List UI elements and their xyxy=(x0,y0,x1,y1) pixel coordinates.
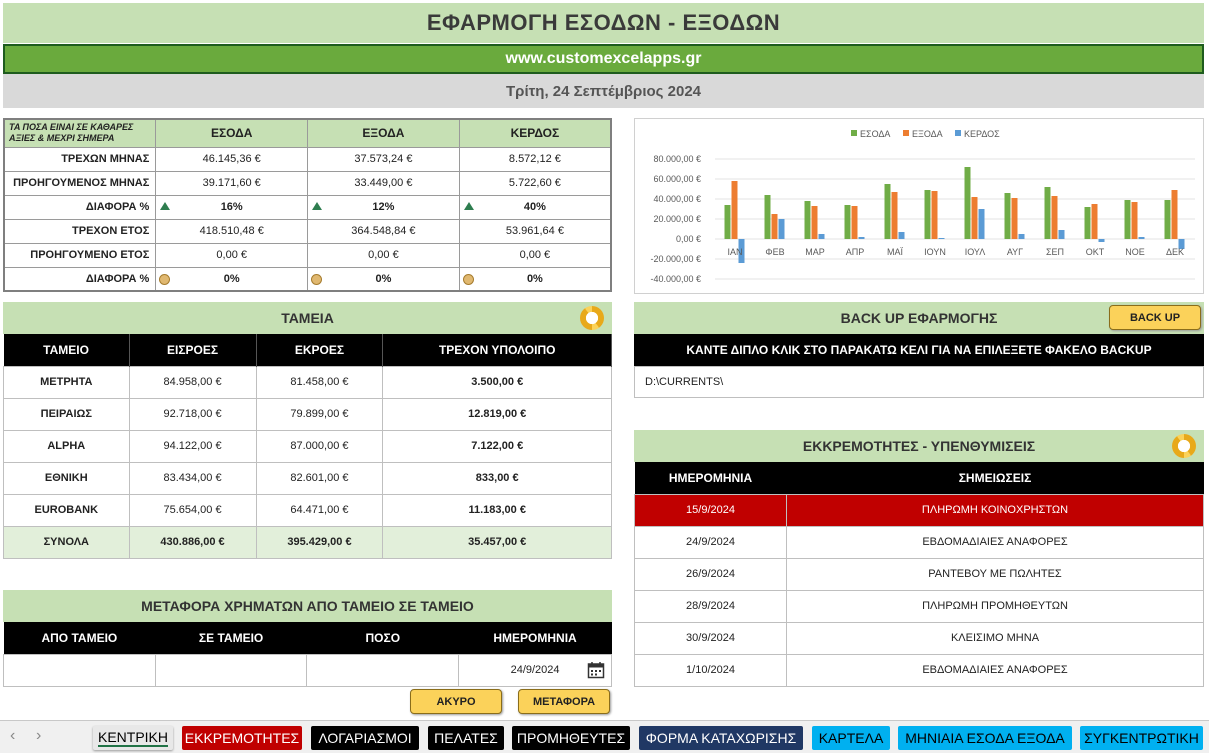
date-value: 24/9/2024 xyxy=(510,664,560,676)
bar xyxy=(1019,234,1025,239)
y-tick-label: -20.000,00 € xyxy=(650,254,701,264)
x-tick-label: ΜΑΡ xyxy=(805,247,825,257)
legend-swatch xyxy=(851,130,857,136)
totals-outflows: 395.429,00 € xyxy=(256,526,383,558)
x-tick-label: ΣΕΠ xyxy=(1045,247,1065,257)
legend-swatch xyxy=(903,130,909,136)
pct-value: 40% xyxy=(523,201,546,213)
tab-kartela[interactable] xyxy=(812,726,890,750)
tab-miniaia-esoda-exoda[interactable] xyxy=(898,726,1072,750)
bar xyxy=(819,234,825,239)
bar xyxy=(885,184,891,239)
tameia-section-header xyxy=(3,302,612,334)
reminder-date[interactable]: 24/9/2024 xyxy=(635,526,787,558)
current-date: Τρίτη, 24 Σεπτέμβριος 2024 xyxy=(3,74,1204,108)
balance-cell[interactable]: 11.183,00 € xyxy=(383,494,612,526)
bar xyxy=(845,205,851,239)
monthly-chart[interactable] xyxy=(634,118,1204,294)
legend-label: ΚΕΡΔΟΣ xyxy=(964,129,1000,139)
reminder-note[interactable]: ΕΒΔΟΜΑΔΙΑΙΕΣ ΑΝΑΦΟΡΕΣ xyxy=(787,526,1204,558)
refresh-icon[interactable] xyxy=(580,306,604,330)
sheet-tab-bar xyxy=(0,720,1209,753)
table-row xyxy=(4,430,612,462)
monthly-chart-svg xyxy=(635,119,1203,293)
transfer-title: ΜΕΤΑΦΟΡΑ ΧΡΗΜΑΤΩΝ ΑΠΟ ΤΑΜΕΙΟ ΣΕ ΤΑΜΕΙΟ xyxy=(141,598,474,614)
bar xyxy=(772,214,778,239)
outflow-cell[interactable]: 87.000,00 € xyxy=(256,430,383,462)
tab-pelates[interactable] xyxy=(428,726,504,750)
row-label: ΤΡΕΧΟΝ ΕΤΟΣ xyxy=(4,219,156,243)
outflow-cell[interactable]: 82.601,00 € xyxy=(256,462,383,494)
col-tameio: ΤΑΜΕΙΟ xyxy=(4,334,130,366)
inflow-cell[interactable]: 92.718,00 € xyxy=(129,398,256,430)
bar xyxy=(1059,230,1065,239)
value-cell[interactable]: 0,00 € xyxy=(156,243,308,267)
summary-note: ΤΑ ΠΟΣΑ ΕΙΝΑΙ ΣΕ ΚΑΘΑΡΕΣ ΑΞΙΕΣ & ΜΕΧΡΙ ΣΗΜΕΡΑ xyxy=(4,119,156,147)
bar xyxy=(1092,204,1098,239)
reminder-note[interactable]: ΕΒΔΟΜΑΔΙΑΙΕΣ ΑΝΑΦΟΡΕΣ xyxy=(787,654,1204,686)
col-outflows: ΕΚΡΟΕΣ xyxy=(256,334,383,366)
reminders-section-header xyxy=(634,430,1204,462)
reminder-note[interactable]: ΠΛΗΡΩΜΗ ΠΡΟΜΗΘΕΥΤΩΝ xyxy=(787,590,1204,622)
reminder-date[interactable]: 28/9/2024 xyxy=(635,590,787,622)
bar xyxy=(765,195,771,239)
reminder-note[interactable]: ΚΛΕΙΣΙΜΟ ΜΗΝΑ xyxy=(787,622,1204,654)
reminder-row xyxy=(635,622,1204,654)
transfer-button[interactable]: ΜΕΤΑΦΟΡΑ xyxy=(518,689,610,714)
bar xyxy=(979,209,985,239)
reminder-row xyxy=(635,654,1204,686)
col-notes: ΣΗΜΕΙΩΣΕΙΣ xyxy=(787,462,1204,494)
y-tick-label: 0,00 € xyxy=(675,234,701,244)
reminder-row xyxy=(635,558,1204,590)
pct-cell[interactable] xyxy=(459,267,611,291)
bar xyxy=(932,191,938,239)
bar xyxy=(972,197,978,239)
tameio-name[interactable]: ΕΘΝΙΚΗ xyxy=(4,462,130,494)
y-tick-label: 60.000,00 € xyxy=(653,174,701,184)
amount-field[interactable] xyxy=(307,654,459,686)
up-arrow-icon xyxy=(160,202,170,210)
reminder-row-urgent xyxy=(635,494,1204,526)
up-arrow-icon xyxy=(464,202,474,210)
tab-label: ΕΚΚΡΕΜΟΤΗΤΕΣ xyxy=(184,730,300,746)
totals-inflows: 430.886,00 € xyxy=(129,526,256,558)
outflow-cell[interactable]: 79.899,00 € xyxy=(256,398,383,430)
y-tick-label: 40.000,00 € xyxy=(653,194,701,204)
tameio-name[interactable]: EUROBANK xyxy=(4,494,130,526)
reminder-date[interactable]: 26/9/2024 xyxy=(635,558,787,590)
bar xyxy=(805,201,811,239)
pct-cell[interactable] xyxy=(156,195,308,219)
summary-col-profit: ΚΕΡΔΟΣ xyxy=(459,119,611,147)
tab-label: ΚΕΝΤΡΙΚΗ xyxy=(97,729,168,745)
inflow-cell[interactable]: 84.958,00 € xyxy=(129,366,256,398)
reminder-row xyxy=(635,590,1204,622)
backup-title: BACK UP ΕΦΑΡΜΟΓΗΣ xyxy=(840,310,998,326)
tab-label: ΠΡΟΜΗΘΕΥΤΕΣ xyxy=(516,730,626,746)
x-tick-label: ΙΟΥΝ xyxy=(924,247,946,257)
tameia-table xyxy=(3,334,612,559)
row-label: ΔΙΑΦΟΡΑ % xyxy=(4,267,156,291)
bar xyxy=(852,206,858,239)
bar xyxy=(779,219,785,239)
pct-cell[interactable] xyxy=(156,267,308,291)
reminder-row xyxy=(635,526,1204,558)
y-tick-label: -40.000,00 € xyxy=(650,274,701,284)
summary-row-previous-month xyxy=(4,171,611,195)
pct-cell[interactable] xyxy=(308,267,460,291)
tab-label: ΛΟΓΑΡΙΑΣΜΟΙ xyxy=(318,730,412,746)
balance-cell[interactable]: 833,00 € xyxy=(383,462,612,494)
summary-col-expenses: ΕΞΟΔΑ xyxy=(308,119,460,147)
tameia-title: ΤΑΜΕΙΑ xyxy=(281,310,334,326)
legend-swatch xyxy=(955,130,961,136)
balance-cell[interactable]: 12.819,00 € xyxy=(383,398,612,430)
inflow-cell[interactable]: 75.654,00 € xyxy=(129,494,256,526)
value-cell[interactable]: 8.572,12 € xyxy=(459,147,611,171)
tab-promitheftes[interactable] xyxy=(512,726,630,750)
to-tameio-field[interactable] xyxy=(155,654,307,686)
date-field[interactable] xyxy=(459,654,612,686)
x-tick-label: ΑΥΓ xyxy=(1006,247,1024,257)
value-cell[interactable]: 46.145,36 € xyxy=(156,147,308,171)
value-cell[interactable]: 5.722,60 € xyxy=(459,171,611,195)
bar xyxy=(925,190,931,239)
col-inflows: ΕΙΣΡΟΕΣ xyxy=(129,334,256,366)
summary-row-month-diff xyxy=(4,195,611,219)
reminder-note[interactable]: ΠΛΗΡΩΜΗ ΚΟΙΝΟΧΡΗΣΤΩΝ xyxy=(787,494,1204,526)
bar xyxy=(965,167,971,239)
y-tick-label: 20.000,00 € xyxy=(653,214,701,224)
col-to: ΣΕ ΤΑΜΕΙΟ xyxy=(155,622,307,654)
x-tick-label: ΦΕΒ xyxy=(765,247,785,257)
outflow-cell[interactable]: 64.471,00 € xyxy=(256,494,383,526)
balance-cell[interactable]: 7.122,00 € xyxy=(383,430,612,462)
bar xyxy=(1139,237,1145,239)
tab-forma-kataxorisis[interactable] xyxy=(639,726,803,750)
bar xyxy=(1012,198,1018,239)
pct-value: 16% xyxy=(220,201,243,213)
tab-ekkremotites[interactable] xyxy=(182,726,302,750)
x-tick-label: ΔΕΚ xyxy=(1165,247,1185,257)
totals-label: ΣΥΝΟΛΑ xyxy=(4,526,130,558)
tab-sygkentrotiki[interactable] xyxy=(1080,726,1203,750)
transfer-input-row xyxy=(4,654,612,686)
balance-cell[interactable]: 3.500,00 € xyxy=(383,366,612,398)
row-label: ΤΡΕΧΩΝ ΜΗΝΑΣ xyxy=(4,147,156,171)
bar xyxy=(859,237,865,239)
neutral-dot-icon xyxy=(311,274,322,285)
bar xyxy=(732,181,738,239)
value-cell[interactable]: 39.171,60 € xyxy=(156,171,308,195)
bar xyxy=(1132,202,1138,239)
neutral-dot-icon xyxy=(463,274,474,285)
summary-col-income: ΕΣΟΔΑ xyxy=(156,119,308,147)
tameio-name[interactable]: ΠΕΙΡΑΙΩΣ xyxy=(4,398,130,430)
chevron-left-icon[interactable]: ‹ xyxy=(10,727,16,744)
summary-row-current-year xyxy=(4,219,611,243)
backup-folder-cell[interactable]: D:\CURRENTS\ xyxy=(634,366,1204,398)
value-cell[interactable]: 418.510,48 € xyxy=(156,219,308,243)
tab-label: ΜΗΝΙΑΙΑ ΕΣΟΔΑ ΕΞΟΔΑ xyxy=(905,730,1065,746)
col-date: ΗΜΕΡΟΜΗΝΙΑ xyxy=(635,462,787,494)
outflow-cell[interactable]: 81.458,00 € xyxy=(256,366,383,398)
y-tick-label: 80.000,00 € xyxy=(653,154,701,164)
bar xyxy=(1052,196,1058,239)
row-label: ΔΙΑΦΟΡΑ % xyxy=(4,195,156,219)
backup-button[interactable]: BACK UP xyxy=(1109,305,1201,330)
value-cell[interactable]: 53.961,64 € xyxy=(459,219,611,243)
tameio-name[interactable]: ALPHA xyxy=(4,430,130,462)
tab-label: ΦΟΡΜΑ ΚΑΤΑΧΩΡΙΣΗΣ xyxy=(645,730,797,746)
x-tick-label: ΙΟΥΛ xyxy=(964,247,986,257)
reminder-note[interactable]: ΡΑΝΤΕΒΟΥ ΜΕ ΠΩΛΗΤΕΣ xyxy=(787,558,1204,590)
bar xyxy=(892,192,898,239)
app-title: ΕΦΑΡΜΟΓΗ ΕΣΟΔΩΝ - ΕΞΟΔΩΝ xyxy=(3,3,1204,43)
bar xyxy=(1085,207,1091,239)
table-row xyxy=(4,398,612,430)
pct-value: 0% xyxy=(375,272,392,285)
col-amount: ΠΟΣΟ xyxy=(307,622,459,654)
pct-cell[interactable] xyxy=(308,195,460,219)
value-cell[interactable]: 0,00 € xyxy=(459,243,611,267)
calendar-icon[interactable] xyxy=(587,661,605,679)
bar xyxy=(1045,187,1051,239)
tameio-name[interactable]: ΜΕΤΡΗΤΑ xyxy=(4,366,130,398)
chevron-right-icon[interactable]: › xyxy=(36,727,42,744)
transfer-section-header xyxy=(3,590,612,622)
totals-balance: 35.457,00 € xyxy=(383,526,612,558)
bar xyxy=(812,206,818,239)
tab-kentriki[interactable] xyxy=(93,726,173,750)
pct-value: 12% xyxy=(372,201,395,213)
refresh-icon[interactable] xyxy=(1172,434,1196,458)
tab-label: ΣΥΓΚΕΝΤΡΩΤΙΚΗ xyxy=(1084,730,1199,746)
summary-table xyxy=(3,118,612,292)
bar xyxy=(1005,193,1011,239)
tab-label: ΚΑΡΤΕΛΑ xyxy=(818,730,884,746)
x-tick-label: ΑΠΡ xyxy=(845,247,865,257)
legend-label: ΕΞΟΔΑ xyxy=(912,129,943,139)
row-label: ΠΡΟΗΓΟΥΜΕΝΟ ΕΤΟΣ xyxy=(4,243,156,267)
bar xyxy=(1172,190,1178,239)
x-tick-label: ΝΟΕ xyxy=(1125,247,1145,257)
pct-value: 0% xyxy=(526,272,543,285)
up-arrow-icon xyxy=(312,202,322,210)
x-tick-label: ΜΑΪ xyxy=(886,247,904,257)
row-label: ΠΡΟΗΓΟΥΜΕΝΟΣ ΜΗΝΑΣ xyxy=(4,171,156,195)
x-tick-label: ΙΑΝ xyxy=(727,247,743,257)
tab-logariasmoi[interactable] xyxy=(311,726,419,750)
x-tick-label: ΟΚΤ xyxy=(1085,247,1105,257)
table-row xyxy=(4,462,612,494)
summary-row-year-diff xyxy=(4,267,611,291)
pct-value: 0% xyxy=(223,272,240,285)
table-row xyxy=(4,494,612,526)
reminders-table xyxy=(634,462,1204,687)
reminder-date[interactable]: 30/9/2024 xyxy=(635,622,787,654)
website-url-cell[interactable]: www.customexcelapps.gr xyxy=(3,44,1204,74)
summary-row-current-month xyxy=(4,147,611,171)
value-cell[interactable]: 0,00 € xyxy=(308,243,460,267)
cancel-button[interactable]: ΑΚΥΡΟ xyxy=(410,689,502,714)
backup-instruction: ΚΑΝΤΕ ΔΙΠΛΟ ΚΛΙΚ ΣΤΟ ΠΑΡΑΚΑΤΩ ΚΕΛΙ ΓΙΑ ΝΑ ΕΠΙΛΕΞΕΤΕ ΦΑΚΕΛΟ BACKUP xyxy=(634,334,1204,366)
totals-row xyxy=(4,526,612,558)
from-tameio-field[interactable] xyxy=(4,654,156,686)
reminder-date[interactable]: 1/10/2024 xyxy=(635,654,787,686)
bar xyxy=(1165,200,1171,239)
col-date: ΗΜΕΡΟΜΗΝΙΑ xyxy=(459,622,612,654)
bar xyxy=(899,232,905,239)
bar xyxy=(725,205,731,239)
transfer-table xyxy=(3,622,612,687)
col-balance: ΤΡΕΧΟΝ ΥΠΟΛΟΙΠΟ xyxy=(383,334,612,366)
bar xyxy=(1099,239,1105,242)
bar xyxy=(939,238,945,239)
value-cell[interactable]: 33.449,00 € xyxy=(308,171,460,195)
pct-cell[interactable] xyxy=(459,195,611,219)
bar xyxy=(1125,200,1131,239)
table-row xyxy=(4,366,612,398)
col-from: ΑΠΟ ΤΑΜΕΙΟ xyxy=(4,622,156,654)
inflow-cell[interactable]: 94.122,00 € xyxy=(129,430,256,462)
neutral-dot-icon xyxy=(159,274,170,285)
legend-label: ΕΣΟΔΑ xyxy=(860,129,891,139)
summary-row-previous-year xyxy=(4,243,611,267)
tab-label: ΠΕΛΑΤΕΣ xyxy=(434,730,498,746)
inflow-cell[interactable]: 83.434,00 € xyxy=(129,462,256,494)
value-cell[interactable]: 37.573,24 € xyxy=(308,147,460,171)
value-cell[interactable]: 364.548,84 € xyxy=(308,219,460,243)
reminder-date[interactable]: 15/9/2024 xyxy=(635,494,787,526)
reminders-title: ΕΚΚΡΕΜΟΤΗΤΕΣ - ΥΠΕΝΘΥΜΙΣΕΙΣ xyxy=(802,438,1036,454)
